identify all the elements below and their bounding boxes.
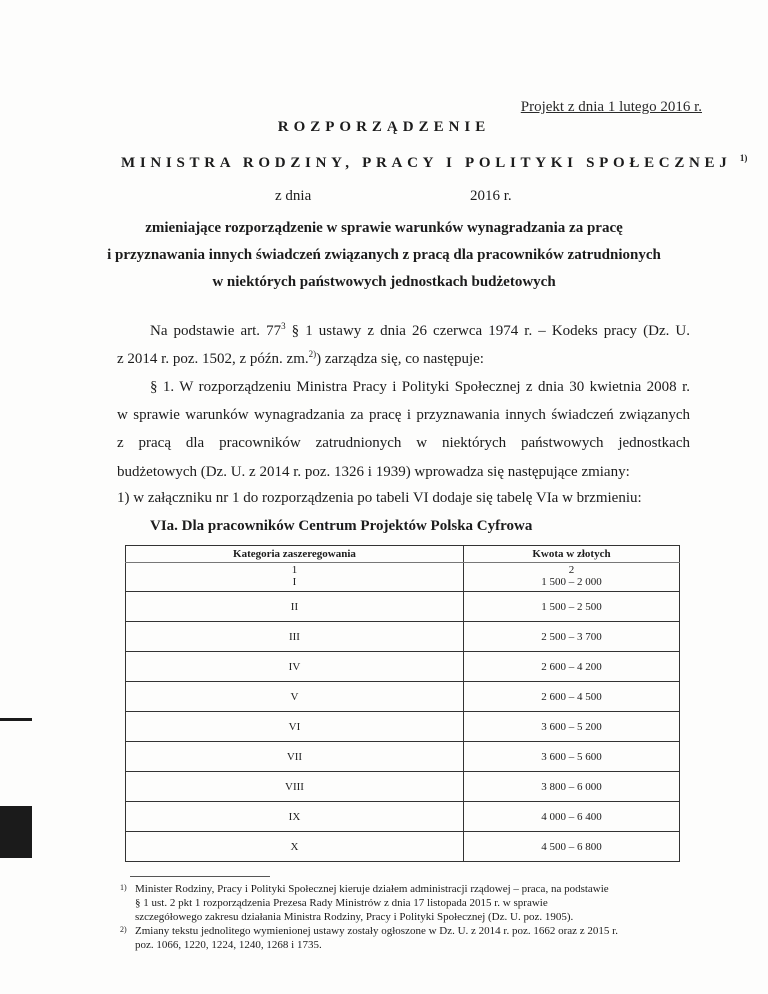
- category-cell: V: [126, 682, 464, 712]
- amount-cell: 1 500 – 2 000: [463, 576, 679, 592]
- scan-artifact: [0, 806, 32, 858]
- category-cell: III: [126, 622, 464, 652]
- footnote-mark: 1): [120, 883, 127, 892]
- column-number-row: [126, 563, 680, 577]
- date-label: z dnia: [275, 188, 312, 204]
- footnote-text: Zmiany tekstu jednolitego wymienionej ustawy zostały ogłoszone w Dz. U. z 2014 r. poz. 1662 oraz z 2015 r.: [135, 925, 618, 937]
- paragraph-1-line-1: § 1. W rozporządzeniu Ministra Pracy i Polityki Społecznej z dnia 30 kwietnia 2008 r.: [150, 379, 690, 395]
- legal-basis-line-2: z 2014 r. poz. 1502, z późn. zm.$^{2)}$) zarządza się, co następuje:: [117, 349, 484, 367]
- subject-line-3: w niektórych państwowych jednostkach budżetowych: [212, 274, 556, 290]
- table-row: [126, 742, 680, 772]
- subject-line-2: i przyznawania innych świadczeń związanych z pracą dla pracowników zatrudnionych: [107, 247, 661, 263]
- footnote-2-line-2: poz. 1066, 1220, 1224, 1240, 1268 i 1735.: [135, 939, 322, 951]
- paragraph-1-line-5: 1) w załączniku nr 1 do rozporządzenia po tabeli VI dodaje się tabelę VIa w brzmieniu:: [117, 490, 642, 506]
- table-row: [126, 712, 680, 742]
- category-cell: X: [126, 832, 464, 862]
- amount-cell: 3 600 – 5 200: [463, 712, 679, 742]
- column-number: 1: [126, 563, 464, 577]
- amount-cell: 3 800 – 6 000: [463, 772, 679, 802]
- amount-cell: 3 600 – 5 600: [463, 742, 679, 772]
- category-cell: VI: [126, 712, 464, 742]
- amount-cell: 4 000 – 6 400: [463, 802, 679, 832]
- table-row: [126, 682, 680, 712]
- subject-line-1: zmieniające rozporządzenie w sprawie warunków wynagradzania za pracę: [145, 220, 623, 236]
- table-row: [126, 772, 680, 802]
- legal-basis-line-1: Na podstawie art. $77^3$ § 1 ustawy z dnia 26 czerwca 1974 r. – Kodeks pracy (Dz. U.: [150, 321, 691, 339]
- category-cell: IX: [126, 802, 464, 832]
- category-cell: IV: [126, 652, 464, 682]
- footnote-1-line-3: szczegółowego zakresu działania Ministra Rodziny, Pracy i Polityki Społecznej (Dz. U. poz. 1905).: [135, 911, 574, 923]
- amount-cell: 1 500 – 2 500: [463, 592, 679, 622]
- draft-date-note: Projekt z dnia 1 lutego 2016 r.: [520, 99, 702, 115]
- category-cell: VII: [126, 742, 464, 772]
- column-number: 2: [463, 563, 679, 577]
- paragraph-1-line-3: z pracą dla pracowników zatrudnionych w niektórych państwowych jednostkach: [117, 435, 690, 451]
- paragraph-1-line-4: budżetowych (Dz. U. z 2014 r. poz. 1326 i 1939) wprowadza się następujące zmiany:: [117, 464, 630, 480]
- category-cell: II: [126, 592, 464, 622]
- amount-cell: 2 500 – 3 700: [463, 622, 679, 652]
- amount-cell: 2 600 – 4 200: [463, 652, 679, 682]
- footnote-1-line-2: § 1 ust. 2 pkt 1 rozporządzenia Prezesa Rady Ministrów z dnia 17 listopada 2015 r. w sprawie: [135, 897, 548, 909]
- amount-cell: 2 600 – 4 500: [463, 682, 679, 712]
- authority-name: MINISTRA RODZINY, PRACY I POLITYKI SPOŁECZNEJ: [121, 155, 732, 171]
- footnote-ref-1: 1): [739, 153, 748, 163]
- column-header-category: Kategoria zaszeregowania: [126, 546, 464, 563]
- issuing-authority-heading: [121, 153, 747, 172]
- footnote-mark: 2): [120, 925, 127, 934]
- table-header-row: [126, 546, 680, 563]
- date-year: 2016 r.: [470, 188, 512, 204]
- document-type-heading: ROZPORZĄDZENIE: [277, 119, 491, 135]
- table-row: [126, 622, 680, 652]
- table-row: [126, 802, 680, 832]
- table-row: [126, 832, 680, 862]
- scan-artifact: [0, 718, 32, 721]
- category-cell: I: [126, 576, 464, 592]
- table-row: [126, 652, 680, 682]
- paragraph-1-line-2: w sprawie warunków wynagradzania za pracę i przyznawania innych świadczeń związanych: [117, 407, 690, 423]
- salary-table: [125, 545, 680, 862]
- category-cell: VIII: [126, 772, 464, 802]
- column-header-amount: Kwota w złotych: [463, 546, 679, 563]
- table-row: [126, 576, 680, 592]
- amount-cell: 4 500 – 6 800: [463, 832, 679, 862]
- footnote-separator: [130, 876, 270, 877]
- table-row: [126, 592, 680, 622]
- footnote-text: Minister Rodziny, Pracy i Polityki Społecznej kieruje działem administracji rządowej – praca, na podstawie: [135, 883, 609, 895]
- table-title: VIa. Dla pracowników Centrum Projektów Polska Cyfrowa: [150, 518, 533, 534]
